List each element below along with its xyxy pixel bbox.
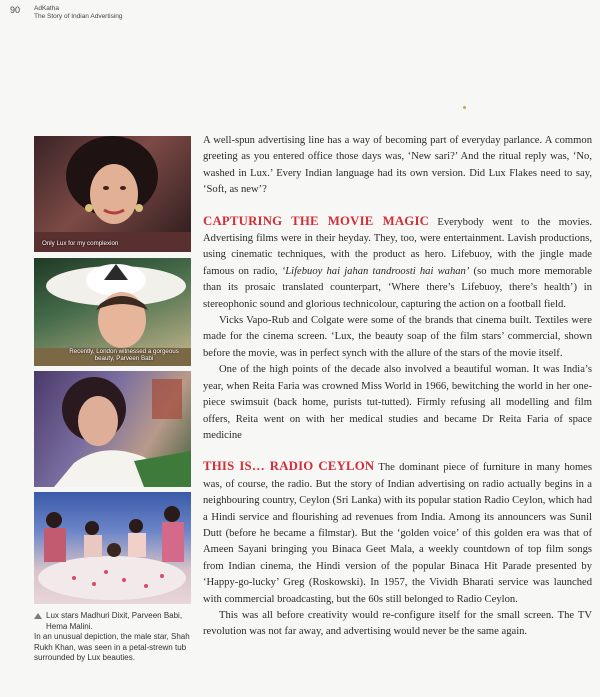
photo-madhuri-dixit-illustration [34,136,191,252]
section-heading-movie-magic: CAPTURING THE MOVIE MAGIC [203,213,430,228]
caption-line-1: Lux stars Madhuri Dixit, Parveen Babi, Hema Malini. [46,611,183,631]
photo-hema-malini [34,371,191,487]
photo-parveen-babi [34,258,191,366]
photo-madhuri-dixit [34,136,191,252]
photo-hema-malini-illustration [34,371,191,487]
article-body [203,133,592,641]
caption-line-2: In an unusual depiction, the male star, Shah Rukh Khan, was seen in a petal-strewn tub surrounded by Lux beauties. [34,632,190,663]
section2-paragraph-2: This was all before creativity would re-configure itself for the small screen. The TV revolution was not far away, and advertising would never be the same again. [203,609,592,638]
lifebuoy-jingle: ‘Lifebuoy hai jahan tandroosti hai wahan’ [281,265,470,277]
page-number: 90 [10,5,21,15]
section1-paragraph-3: One of the high points of the decade also involved a beautiful woman. It was India’s year, when Reita Faria was crowned Miss World in 1966, bewitching the world in her one-piece swimsuit (back home, purists tut-tutted). Firmly refusing all modelling and film offers, Reita went on with her medical studies and became Dr Reita Faria of space medicine [203,364,592,441]
publication-name: AdKatha [34,5,59,12]
publication-subtitle: The Story of Indian Advertising [34,13,123,20]
photo-shah-rukh-khan [34,492,191,604]
intro-paragraph: A well-spun advertising line has a way of becoming part of everyday parlance. A common greeting as you entered office those days was, ‘New sari?’ And the ritual reply was, ‘No, washed in Lux.’ Every Indian language had its own version. Did Lux Flakes need to say, ‘Soft, as new’? [203,135,592,196]
figure-caption [34,611,194,664]
decorative-dot [463,106,466,109]
caption-pointer-icon [34,613,42,619]
section1-paragraph-1: CAPTURING THE MOVIE MAGIC Everybody went to the movies. Advertising films were in their heyday. They, too, were entertainment. Lavish productions, using cinematic techniques, with the product as hero. Lifebuoy, with the jingle made famous on radio, ‘Lifebuoy hai jahan tandroosti hai wahan’ (so much more memorable than its prosaic translated counterpart, ‘Where there’s Lifebuoy, there’s health’) in stereophonic sound and glorious technicolour, capturing the action on a football field. [203,213,593,310]
running-title [34,5,123,21]
photo-shah-rukh-khan-illustration [34,492,191,604]
section2-paragraph-1: THIS IS… RADIO CEYLON The dominant piece of furniture in many homes was, of course, the radio. But the story of Indian advertising on radio actually begins in a neighbouring country, Ceylon (Sri Lanka) with its popular station Radio Ceylon, which had a Hindi service and flourishing ad revenues from India. Among its announcers was Sunil Dutt (before he became a filmstar). But the ‘golden voice’ of this golden era was that of Ameen Sayani bringing you Binaca Geet Mala, a weekly countdown of top film songs from Indian cinema, the Hindi version of the popular Binaca Hit Parade presented by ‘Happy-go-lucky’ Greg (Roskowski). In 1957, the Vividh Bharati service was launched with commercial broadcasting, but the 60s still belonged to Radio Ceylon. [203,459,593,605]
section-heading-radio-ceylon: THIS IS… RADIO CEYLON [203,459,375,474]
photo-subtitle: Only Lux for my complexion [42,240,119,247]
photo-subtitle: Recently, London witnessed a gorgeous beauty, Parveen Babi [69,348,179,362]
section1-paragraph-2: Vicks Vapo-Rub and Colgate were some of the brands that cinema built. Textiles were made for the cinema screen. ‘Lux, the beauty soap of the film stars’ commercial, shown before the movie, was in perfect synch with the allure of the stars of the movie itself. [203,315,592,359]
